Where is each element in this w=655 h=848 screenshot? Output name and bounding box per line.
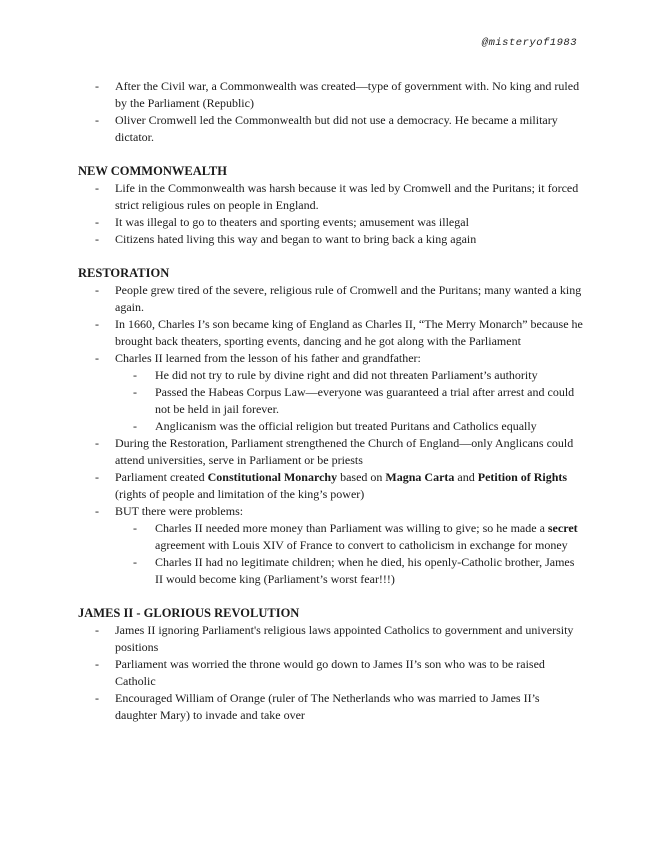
list-item-text: Charles II learned from the lesson of his father and grandfather: (115, 351, 421, 365)
list-item: - People grew tired of the severe, religious rule of Cromwell and the Puritans; many wanted a king again. (78, 282, 583, 316)
sub-list (115, 520, 583, 588)
list-item: - After the Civil war, a Commonwealth was created—type of government with. No king and ruled by the Parliament (Republic) (78, 78, 583, 112)
author-handle: @misteryof1983 (481, 37, 577, 49)
section-restoration (78, 265, 583, 588)
text-run: (rights of people and limitation of the king’s power) (115, 487, 365, 501)
sub-list-item (115, 520, 583, 554)
section-heading: NEW COMMONWEALTH (78, 164, 227, 178)
list-item: - Citizens hated living this way and began to want to bring back a king again (78, 231, 583, 248)
sub-list-item: - Anglicanism was the official religion but treated Puritans and Catholics equally (115, 418, 583, 435)
intro-list (78, 78, 583, 146)
list-item (78, 503, 583, 588)
list-item: - During the Restoration, Parliament strengthened the Church of England—only Anglicans could attend universities, serve in Parliament or be priests (78, 435, 583, 469)
sub-list-item: - Charles II had no legitimate children; when he died, his openly-Catholic brother, James II would become king (Parliament’s worst fear!!!) (115, 554, 583, 588)
text-run: and (454, 470, 478, 484)
list-item: - Oliver Cromwell led the Commonwealth but did not use a democracy. He became a military dictator. (78, 112, 583, 146)
list-item: - It was illegal to go to theaters and sporting events; amusement was illegal (78, 214, 583, 231)
section-heading: RESTORATION (78, 266, 170, 280)
bold-term: secret (547, 521, 578, 535)
section-heading: JAMES II - GLORIOUS REVOLUTION (78, 606, 300, 620)
bold-term: Petition of Rights (477, 470, 568, 484)
list-item: - Parliament was worried the throne would go down to James II’s son who was to be raised Catholic (78, 656, 583, 690)
bold-term: Constitutional Monarchy (207, 470, 338, 484)
notes-body (78, 78, 583, 741)
james-list (78, 622, 583, 724)
section-james-ii (78, 605, 583, 724)
text-run: agreement with Louis XIV of France to convert to catholicism in exchange for money (155, 538, 568, 552)
list-item: - Life in the Commonwealth was harsh because it was led by Cromwell and the Puritans; it forced strict religious rules on people in England. (78, 180, 583, 214)
list-item: - Encouraged William of Orange (ruler of The Netherlands who was married to James II’s daughter Mary) to invade and take over (78, 690, 583, 724)
sub-list (115, 367, 583, 435)
text-run: based on (337, 470, 386, 484)
section-new-commonwealth (78, 163, 583, 248)
sub-list-item: - He did not try to rule by divine right and did not threaten Parliament’s authority (115, 367, 583, 384)
restoration-list (78, 282, 583, 588)
list-item-text: BUT there were problems: (115, 504, 244, 518)
list-item (78, 350, 583, 435)
list-item (78, 469, 583, 503)
text-run: Parliament created (115, 470, 208, 484)
section-intro (78, 78, 583, 146)
sub-list-item: - Passed the Habeas Corpus Law—everyone was guaranteed a trial after arrest and could not be held in jail forever. (115, 384, 583, 418)
list-item: - In 1660, Charles I’s son became king of England as Charles II, “The Merry Monarch” because he brought back theaters, sporting events, dancing and he got along with the Parliament (78, 316, 583, 350)
bold-term: Magna Carta (385, 470, 455, 484)
list-item: - James II ignoring Parliament's religious laws appointed Catholics to government and university positions (78, 622, 583, 656)
text-run: Charles II needed more money than Parliament was willing to give; so he made a (155, 521, 548, 535)
new-commonwealth-list (78, 180, 583, 248)
